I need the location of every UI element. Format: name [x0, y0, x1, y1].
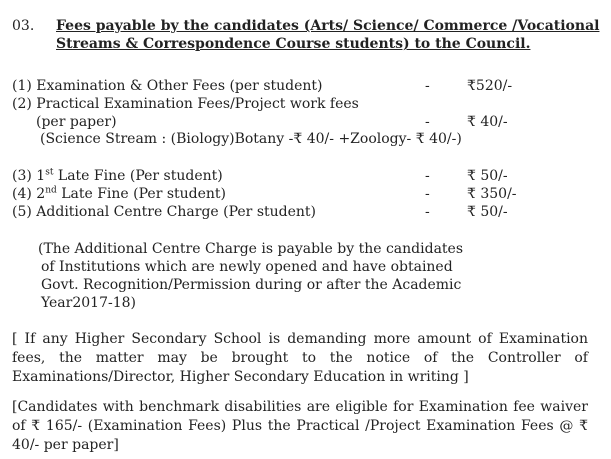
fee-label-additional-centre: (5) Additional Centre Charge (Per student)	[12, 204, 317, 220]
ordinal-suffix: nd	[45, 185, 57, 196]
fee-dash-first-late-fine: -	[425, 168, 430, 184]
fee-amount-second-late-fine: ₹ 350/-	[467, 186, 517, 202]
note-line-4: Year2017-18)	[41, 295, 136, 311]
fee-label-second-late-fine: (4) 2nd Late Fine (Per student)	[12, 185, 227, 202]
fee-dash-examination: -	[425, 78, 430, 94]
fee-label-per-paper: (per paper)	[36, 114, 117, 130]
fee-amount-examination: ₹520/-	[467, 78, 513, 94]
section-number: 03.	[12, 18, 35, 34]
fee-dash-practical: -	[425, 114, 430, 130]
note-line-3: Govt. Recognition/Permission during or after the Academic	[41, 277, 462, 293]
section-heading-line-1: Fees payable by the candidates (Arts/ Science/ Commerce /Vocational	[56, 18, 600, 34]
paragraph-disability-waiver: [Candidates with benchmark disabilities are eligible for Examination fee waiver of ₹ 165/- (Examination Fees) Plus the Practical /Project Examination Fees @ ₹ 40/- per paper]	[12, 399, 588, 453]
section-heading-line-2: Streams & Correspondence Course students) to the Council.	[56, 36, 531, 52]
fee-amount-additional-centre: ₹ 50/-	[467, 204, 508, 220]
ordinal-suffix: st	[45, 167, 54, 178]
fee-amount-practical: ₹ 40/-	[467, 114, 508, 130]
fee-dash-additional-centre: -	[425, 204, 430, 220]
fee-label-first-late-fine: (3) 1st Late Fine (Per student)	[12, 167, 223, 184]
note-line-2: of Institutions which are newly opened and have obtained	[41, 259, 453, 275]
fee-label-practical: (2) Practical Examination Fees/Project work fees	[12, 96, 359, 112]
fee-note-science-stream: (Science Stream : (Biology)Botany -₹ 40/- +Zoology- ₹ 40/-)	[40, 131, 462, 147]
fee-amount-first-late-fine: ₹ 50/-	[467, 168, 508, 184]
note-line-1: (The Additional Centre Charge is payable by the candidates	[38, 241, 464, 257]
fee-dash-second-late-fine: -	[425, 186, 430, 202]
paragraph-fee-complaint: [ If any Higher Secondary School is demanding more amount of Examination fees, the matter may be brought to the notice of the Controller of Examinations/Director, Higher Secondary Education in writing ]	[12, 331, 588, 385]
fee-label-examination: (1) Examination & Other Fees (per student)	[12, 78, 323, 94]
